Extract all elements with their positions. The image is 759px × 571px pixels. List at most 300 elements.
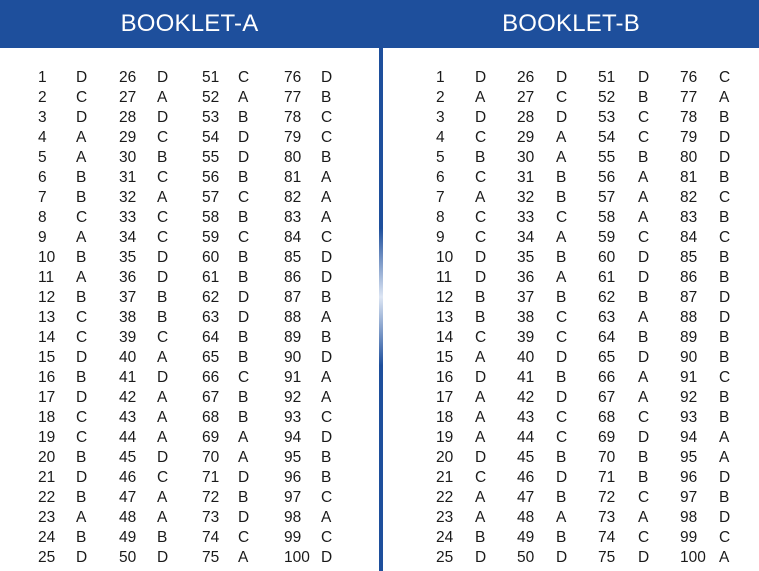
question-number: 76 bbox=[284, 69, 302, 86]
answer-letter: B bbox=[475, 289, 486, 306]
question-number: 70 bbox=[598, 449, 616, 466]
question-number: 94 bbox=[284, 429, 302, 446]
question-number: 97 bbox=[284, 489, 302, 506]
answer-letter: A bbox=[76, 269, 87, 286]
question-number: 86 bbox=[680, 269, 698, 286]
question-number: 34 bbox=[119, 229, 137, 246]
question-number: 39 bbox=[119, 329, 137, 346]
question-number: 55 bbox=[202, 149, 220, 166]
question-number: 32 bbox=[119, 189, 137, 206]
answer-letter: C bbox=[556, 309, 568, 326]
answer-letter: C bbox=[76, 329, 88, 346]
question-number: 87 bbox=[284, 289, 302, 306]
question-number: 76 bbox=[680, 69, 698, 86]
answer-letter: B bbox=[556, 489, 567, 506]
answer-letter: A bbox=[475, 389, 486, 406]
question-number: 50 bbox=[517, 549, 535, 566]
answer-letter: C bbox=[76, 89, 88, 106]
answer-letter: D bbox=[719, 149, 731, 166]
question-number: 80 bbox=[284, 149, 302, 166]
answer-letter: A bbox=[76, 229, 87, 246]
answer-letter: C bbox=[157, 469, 169, 486]
answer-letter: C bbox=[157, 229, 169, 246]
answer-letter: B bbox=[157, 309, 168, 326]
answer-letter: A bbox=[638, 209, 649, 226]
question-number: 33 bbox=[517, 209, 535, 226]
question-number: 9 bbox=[38, 229, 47, 246]
question-number: 60 bbox=[598, 249, 616, 266]
answer-letter: B bbox=[157, 529, 168, 546]
answer-letter: B bbox=[638, 329, 649, 346]
answer-letter: D bbox=[321, 429, 333, 446]
question-number: 82 bbox=[284, 189, 302, 206]
answer-letter: D bbox=[638, 549, 650, 566]
answer-letter: D bbox=[475, 269, 487, 286]
question-number: 61 bbox=[598, 269, 616, 286]
answer-letter: D bbox=[321, 249, 333, 266]
question-number: 32 bbox=[517, 189, 535, 206]
question-number: 17 bbox=[436, 389, 454, 406]
question-number: 69 bbox=[598, 429, 616, 446]
answer-letter: D bbox=[321, 349, 333, 366]
question-number: 90 bbox=[680, 349, 698, 366]
booklet-a-title: BOOKLET-A bbox=[0, 0, 379, 48]
answer-letter: C bbox=[719, 69, 731, 86]
answer-letter: D bbox=[238, 129, 250, 146]
answer-letter: D bbox=[157, 449, 169, 466]
answer-letter: D bbox=[238, 469, 250, 486]
question-number: 29 bbox=[119, 129, 137, 146]
question-number: 85 bbox=[680, 249, 698, 266]
answer-letter: B bbox=[638, 469, 649, 486]
answer-letter: C bbox=[238, 189, 250, 206]
question-number: 75 bbox=[202, 549, 220, 566]
question-number: 52 bbox=[598, 89, 616, 106]
answer-letter: A bbox=[638, 369, 649, 386]
question-number: 31 bbox=[119, 169, 137, 186]
question-number: 82 bbox=[680, 189, 698, 206]
question-number: 100 bbox=[680, 549, 706, 566]
answer-letter: A bbox=[238, 449, 249, 466]
answer-letter: D bbox=[475, 109, 487, 126]
answer-letter: A bbox=[321, 189, 332, 206]
question-number: 2 bbox=[38, 89, 47, 106]
answer-letter: D bbox=[638, 249, 650, 266]
answer-letter: B bbox=[238, 349, 249, 366]
question-number: 14 bbox=[38, 329, 56, 346]
question-number: 51 bbox=[598, 69, 616, 86]
answer-letter: B bbox=[719, 489, 730, 506]
answer-letter: D bbox=[475, 69, 487, 86]
answer-letter: A bbox=[238, 429, 249, 446]
answer-letter: D bbox=[556, 389, 568, 406]
question-number: 20 bbox=[436, 449, 454, 466]
question-number: 83 bbox=[680, 209, 698, 226]
question-number: 84 bbox=[680, 229, 698, 246]
answer-letter: A bbox=[321, 309, 332, 326]
answer-letter: A bbox=[157, 89, 168, 106]
question-number: 15 bbox=[436, 349, 454, 366]
question-number: 50 bbox=[119, 549, 137, 566]
question-number: 90 bbox=[284, 349, 302, 366]
question-number: 44 bbox=[119, 429, 137, 446]
question-number: 60 bbox=[202, 249, 220, 266]
answer-letter: C bbox=[76, 429, 88, 446]
question-number: 87 bbox=[680, 289, 698, 306]
question-number: 2 bbox=[436, 89, 445, 106]
question-number: 26 bbox=[517, 69, 535, 86]
question-number: 36 bbox=[119, 269, 137, 286]
answer-letter: C bbox=[638, 409, 650, 426]
question-number: 56 bbox=[202, 169, 220, 186]
answer-letter: D bbox=[157, 69, 169, 86]
question-number: 74 bbox=[202, 529, 220, 546]
answer-letter: B bbox=[638, 289, 649, 306]
question-number: 30 bbox=[119, 149, 137, 166]
question-number: 13 bbox=[436, 309, 454, 326]
question-number: 11 bbox=[436, 269, 453, 286]
question-number: 68 bbox=[598, 409, 616, 426]
answer-letter: D bbox=[638, 349, 650, 366]
question-number: 3 bbox=[38, 109, 47, 126]
question-number: 57 bbox=[598, 189, 616, 206]
question-number: 71 bbox=[598, 469, 616, 486]
answer-letter: A bbox=[157, 409, 168, 426]
question-number: 1 bbox=[436, 69, 445, 86]
answer-letter: A bbox=[556, 129, 567, 146]
question-number: 42 bbox=[119, 389, 137, 406]
answer-letter: C bbox=[238, 529, 250, 546]
question-number: 11 bbox=[38, 269, 55, 286]
question-number: 18 bbox=[436, 409, 454, 426]
question-number: 9 bbox=[436, 229, 445, 246]
answer-letter: B bbox=[76, 369, 87, 386]
answer-letter: D bbox=[321, 69, 333, 86]
answer-letter: B bbox=[556, 189, 567, 206]
question-number: 73 bbox=[598, 509, 616, 526]
question-number: 57 bbox=[202, 189, 220, 206]
answer-letter: B bbox=[238, 109, 249, 126]
question-number: 95 bbox=[680, 449, 698, 466]
question-number: 28 bbox=[119, 109, 137, 126]
question-number: 53 bbox=[598, 109, 616, 126]
question-number: 59 bbox=[598, 229, 616, 246]
answer-letter: A bbox=[719, 449, 730, 466]
question-number: 81 bbox=[680, 169, 698, 186]
question-number: 62 bbox=[598, 289, 616, 306]
question-number: 25 bbox=[436, 549, 454, 566]
answer-letter: B bbox=[76, 249, 87, 266]
question-number: 49 bbox=[517, 529, 535, 546]
answer-letter: C bbox=[238, 69, 250, 86]
answer-letter: A bbox=[475, 489, 486, 506]
question-number: 79 bbox=[680, 129, 698, 146]
answer-letter: C bbox=[321, 129, 333, 146]
answer-letter: A bbox=[638, 169, 649, 186]
question-number: 68 bbox=[202, 409, 220, 426]
question-number: 6 bbox=[38, 169, 47, 186]
answer-letter: D bbox=[238, 149, 250, 166]
answer-letter: D bbox=[238, 289, 250, 306]
question-number: 23 bbox=[38, 509, 56, 526]
answer-letter: B bbox=[556, 249, 567, 266]
question-number: 23 bbox=[436, 509, 454, 526]
question-number: 24 bbox=[38, 529, 56, 546]
answer-letter: D bbox=[238, 509, 250, 526]
answer-letter: B bbox=[638, 149, 649, 166]
answer-letter: C bbox=[321, 529, 333, 546]
answer-letter: C bbox=[238, 229, 250, 246]
answer-letter: C bbox=[475, 169, 487, 186]
answer-letter: C bbox=[638, 229, 650, 246]
answer-letter: D bbox=[157, 269, 169, 286]
question-number: 48 bbox=[119, 509, 137, 526]
answer-letter: A bbox=[321, 509, 332, 526]
question-number: 61 bbox=[202, 269, 220, 286]
answer-letter: C bbox=[157, 129, 169, 146]
question-number: 19 bbox=[436, 429, 454, 446]
question-number: 89 bbox=[680, 329, 698, 346]
answer-letter: D bbox=[475, 249, 487, 266]
question-number: 93 bbox=[284, 409, 302, 426]
question-number: 66 bbox=[202, 369, 220, 386]
question-number: 35 bbox=[119, 249, 137, 266]
question-number: 41 bbox=[517, 369, 535, 386]
question-number: 52 bbox=[202, 89, 220, 106]
answer-letter: B bbox=[238, 489, 249, 506]
question-number: 10 bbox=[38, 249, 56, 266]
question-number: 53 bbox=[202, 109, 220, 126]
question-number: 96 bbox=[284, 469, 302, 486]
question-number: 47 bbox=[119, 489, 137, 506]
answer-letter: C bbox=[556, 209, 568, 226]
answer-letter: D bbox=[157, 249, 169, 266]
answer-letter: D bbox=[556, 469, 568, 486]
answer-letter: A bbox=[76, 149, 87, 166]
answer-letter: B bbox=[76, 289, 87, 306]
question-number: 71 bbox=[202, 469, 220, 486]
answer-letter: A bbox=[475, 89, 486, 106]
answer-letter: D bbox=[76, 349, 88, 366]
answer-letter: B bbox=[157, 289, 168, 306]
answer-letter: B bbox=[475, 149, 486, 166]
answer-letter: A bbox=[157, 489, 168, 506]
answer-letter: B bbox=[719, 209, 730, 226]
question-number: 20 bbox=[38, 449, 56, 466]
question-number: 40 bbox=[119, 349, 137, 366]
question-number: 33 bbox=[119, 209, 137, 226]
question-number: 94 bbox=[680, 429, 698, 446]
answer-letter: D bbox=[556, 69, 568, 86]
answer-letter: B bbox=[475, 529, 486, 546]
answer-letter: B bbox=[321, 89, 332, 106]
question-number: 1 bbox=[38, 69, 47, 86]
answer-letter: C bbox=[76, 409, 88, 426]
question-number: 97 bbox=[680, 489, 698, 506]
question-number: 27 bbox=[517, 89, 535, 106]
answer-letter: C bbox=[157, 169, 169, 186]
question-number: 10 bbox=[436, 249, 454, 266]
question-number: 12 bbox=[436, 289, 454, 306]
answer-letter: D bbox=[719, 509, 731, 526]
answer-letter: B bbox=[556, 529, 567, 546]
question-number: 46 bbox=[119, 469, 137, 486]
answer-letter: C bbox=[238, 369, 250, 386]
question-number: 84 bbox=[284, 229, 302, 246]
answer-letter: A bbox=[475, 509, 486, 526]
answer-letter: B bbox=[556, 369, 567, 386]
answer-letter: B bbox=[76, 449, 87, 466]
question-number: 48 bbox=[517, 509, 535, 526]
answer-letter: B bbox=[719, 269, 730, 286]
question-number: 39 bbox=[517, 329, 535, 346]
question-number: 43 bbox=[119, 409, 137, 426]
answer-letter: D bbox=[556, 549, 568, 566]
answer-letter: C bbox=[556, 329, 568, 346]
answer-letter: B bbox=[76, 489, 87, 506]
question-number: 85 bbox=[284, 249, 302, 266]
answer-letter: A bbox=[475, 189, 486, 206]
answer-letter: B bbox=[238, 169, 249, 186]
question-number: 75 bbox=[598, 549, 616, 566]
answer-letter: A bbox=[638, 509, 649, 526]
question-number: 99 bbox=[284, 529, 302, 546]
answer-letter: D bbox=[475, 369, 487, 386]
question-number: 88 bbox=[680, 309, 698, 326]
answer-letter: B bbox=[238, 389, 249, 406]
question-number: 78 bbox=[680, 109, 698, 126]
question-number: 3 bbox=[436, 109, 445, 126]
answer-letter: B bbox=[76, 189, 87, 206]
answer-letter: A bbox=[475, 349, 486, 366]
answer-letter: C bbox=[321, 409, 333, 426]
question-number: 58 bbox=[202, 209, 220, 226]
answer-letter: A bbox=[157, 189, 168, 206]
answer-letter: A bbox=[321, 169, 332, 186]
answer-letter: B bbox=[719, 109, 730, 126]
answer-letter: D bbox=[157, 369, 169, 386]
question-number: 19 bbox=[38, 429, 56, 446]
question-number: 7 bbox=[436, 189, 445, 206]
answer-letter: A bbox=[238, 549, 249, 566]
question-number: 15 bbox=[38, 349, 56, 366]
answer-letter: D bbox=[638, 69, 650, 86]
answer-letter: A bbox=[321, 389, 332, 406]
answer-letter: A bbox=[238, 89, 249, 106]
question-number: 93 bbox=[680, 409, 698, 426]
question-number: 8 bbox=[38, 209, 47, 226]
question-number: 74 bbox=[598, 529, 616, 546]
answer-letter: D bbox=[238, 309, 250, 326]
answer-letter: A bbox=[157, 429, 168, 446]
question-number: 63 bbox=[202, 309, 220, 326]
question-number: 80 bbox=[680, 149, 698, 166]
answer-letter: A bbox=[157, 389, 168, 406]
question-number: 21 bbox=[436, 469, 454, 486]
answer-letter: D bbox=[475, 449, 487, 466]
answer-letter: B bbox=[238, 329, 249, 346]
answer-letter: B bbox=[556, 289, 567, 306]
answer-letter: A bbox=[719, 89, 730, 106]
question-number: 26 bbox=[119, 69, 137, 86]
question-number: 65 bbox=[202, 349, 220, 366]
answer-letter: A bbox=[321, 369, 332, 386]
question-number: 51 bbox=[202, 69, 220, 86]
question-number: 16 bbox=[38, 369, 56, 386]
question-number: 5 bbox=[38, 149, 47, 166]
answer-letter: C bbox=[719, 189, 731, 206]
question-number: 38 bbox=[119, 309, 137, 326]
question-number: 37 bbox=[517, 289, 535, 306]
answer-letter: B bbox=[321, 449, 332, 466]
question-number: 41 bbox=[119, 369, 137, 386]
question-number: 18 bbox=[38, 409, 56, 426]
question-number: 4 bbox=[38, 129, 47, 146]
answer-letter: C bbox=[556, 429, 568, 446]
answer-letter: B bbox=[719, 349, 730, 366]
answer-letter: C bbox=[638, 529, 650, 546]
answer-letter: B bbox=[238, 249, 249, 266]
answer-letter: D bbox=[719, 469, 731, 486]
answer-letter: B bbox=[719, 409, 730, 426]
question-number: 14 bbox=[436, 329, 454, 346]
answer-letter: D bbox=[475, 549, 487, 566]
answer-letter: C bbox=[321, 109, 333, 126]
question-number: 5 bbox=[436, 149, 445, 166]
question-number: 73 bbox=[202, 509, 220, 526]
answer-letter: B bbox=[719, 389, 730, 406]
answer-letter: C bbox=[475, 129, 487, 146]
question-number: 24 bbox=[436, 529, 454, 546]
question-number: 59 bbox=[202, 229, 220, 246]
question-number: 55 bbox=[598, 149, 616, 166]
question-number: 95 bbox=[284, 449, 302, 466]
question-number: 64 bbox=[202, 329, 220, 346]
question-number: 43 bbox=[517, 409, 535, 426]
question-number: 69 bbox=[202, 429, 220, 446]
question-number: 21 bbox=[38, 469, 56, 486]
answer-letter: C bbox=[475, 209, 487, 226]
answer-letter: C bbox=[321, 229, 333, 246]
answer-letter: C bbox=[556, 409, 568, 426]
question-number: 49 bbox=[119, 529, 137, 546]
question-number: 12 bbox=[38, 289, 56, 306]
booklet-a-panel bbox=[0, 0, 379, 571]
question-number: 66 bbox=[598, 369, 616, 386]
answer-letter: B bbox=[238, 209, 249, 226]
answer-letter: B bbox=[638, 449, 649, 466]
question-number: 91 bbox=[680, 369, 698, 386]
question-number: 86 bbox=[284, 269, 302, 286]
answer-letter: A bbox=[556, 509, 567, 526]
question-number: 83 bbox=[284, 209, 302, 226]
question-number: 98 bbox=[680, 509, 698, 526]
answer-letter: B bbox=[638, 89, 649, 106]
question-number: 34 bbox=[517, 229, 535, 246]
answer-letter: D bbox=[157, 549, 169, 566]
answer-letter: C bbox=[475, 329, 487, 346]
question-number: 70 bbox=[202, 449, 220, 466]
answer-letter: D bbox=[719, 289, 731, 306]
question-number: 54 bbox=[202, 129, 220, 146]
answer-letter: A bbox=[76, 509, 87, 526]
answer-letter: C bbox=[556, 89, 568, 106]
answer-letter: B bbox=[719, 169, 730, 186]
answer-letter: D bbox=[638, 269, 650, 286]
answer-letter: B bbox=[238, 269, 249, 286]
answer-letter: C bbox=[475, 469, 487, 486]
question-number: 64 bbox=[598, 329, 616, 346]
